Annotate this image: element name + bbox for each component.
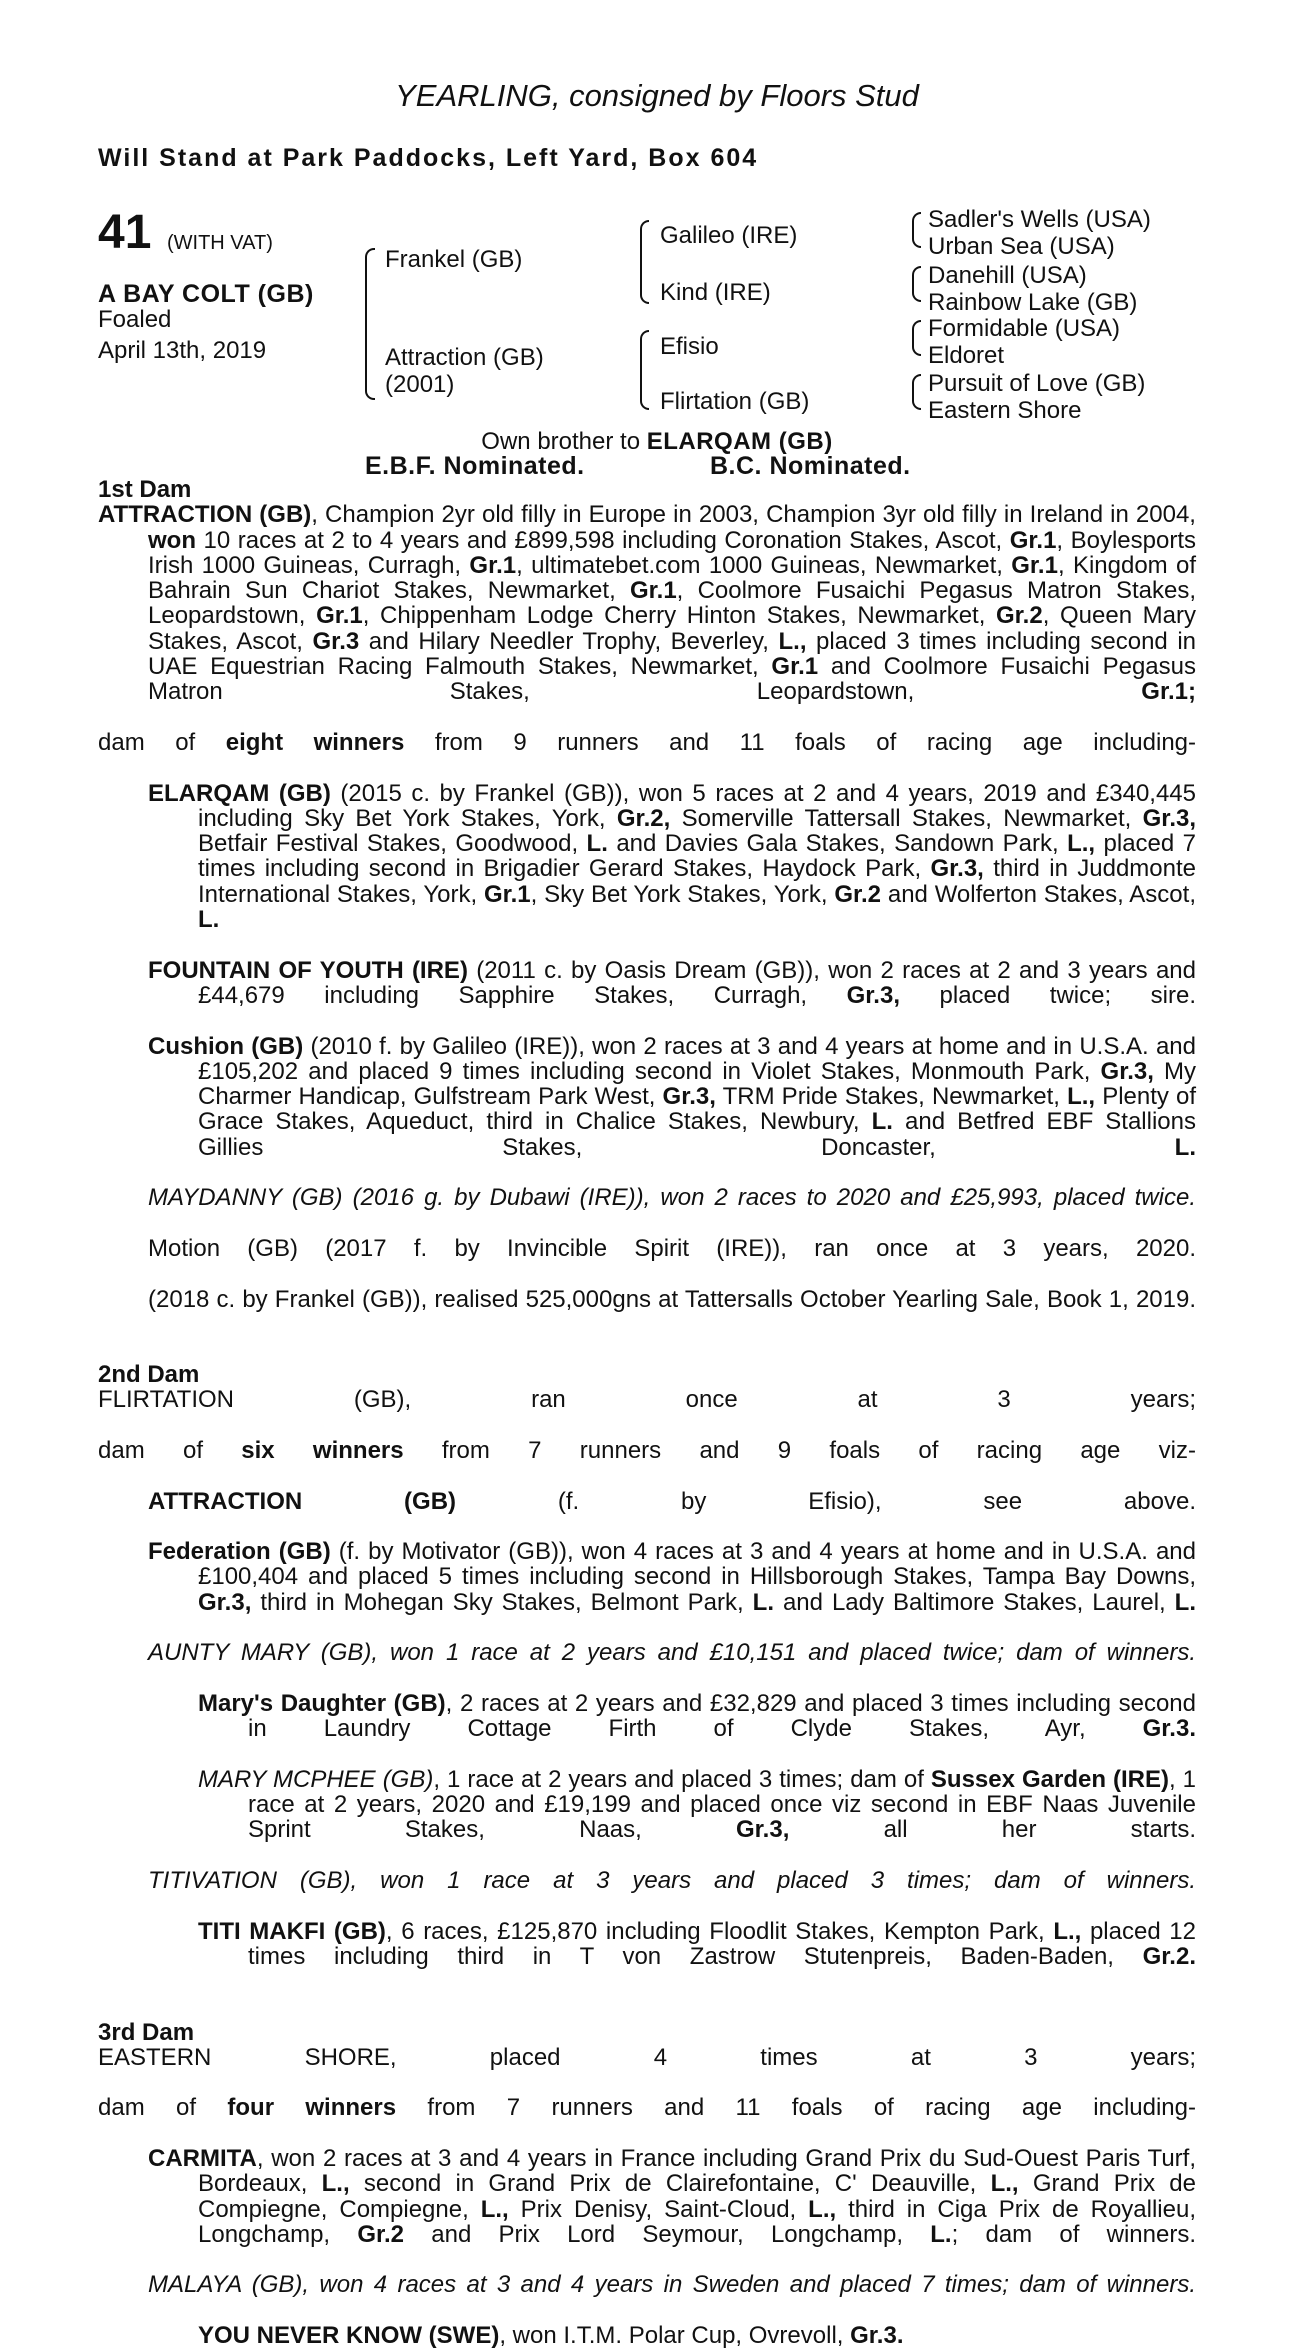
progeny-2018-colt: (2018 c. by Frankel (GB)), realised 525,000gns at Tattersalls October Yearling Sale, Book 1, 2019.: [148, 1285, 1196, 1313]
vat-note: (WITH VAT): [167, 232, 273, 254]
progeny-attraction: ATTRACTION (GB) (f. by Efisio), see above.: [148, 1487, 1196, 1515]
foaled-label: Foaled: [98, 306, 172, 333]
second-dam-record: FLIRTATION (GB), ran once at 3 years;: [98, 1386, 1196, 1414]
sire-sire: Galileo (IRE): [660, 222, 798, 249]
progeny-federation: Federation (GB) (f. by Motivator (GB)), won 4 races at 3 and 4 years at home and in U.S.A. and £100,404 and placed 5 times including second in Hillsborough Stakes, Tampa Bay Downs, Gr.3, third in Mohegan Sky Stakes, Belmont Park, L. and Lady Baltimore Stakes, Laurel, L.: [148, 1538, 1196, 1616]
ggp-1: Sadler's Wells (USA): [928, 206, 1151, 233]
catalogue-body: [98, 477, 1196, 2348]
first-dam-record: ATTRACTION (GB), Champion 2yr old filly in Europe in 2003, Champion 3yr old filly in Ireland in 2004, won 10 races at 2 to 4 years and £899,598 including Coronation Stakes, Ascot, Gr.1, Boylesports Irish 1000 Guineas, Curragh, Gr.1, ultimatebet.com 1000 Guineas, Newmarket, Gr.1, Kingdom of Bahrain Sun Chariot Stakes, Newmarket, Gr.1, Coolmore Fusaichi Pegasus Matron Stakes, Leopardstown, Gr.1, Chippenham Lodge Cherry Hinton Stakes, Newmarket, Gr.2, Queen Mary Stakes, Ascot, Gr.3 and Hilary Needler Trophy, Beverley, L., placed 3 times including second in UAE Equestrian Racing Falmouth Stakes, Newmarket, Gr.1 and Coolmore Fusaichi Pegasus Matron Stakes, Leopardstown, Gr.1;: [98, 501, 1197, 706]
ggp-3: Danehill (USA): [928, 262, 1087, 289]
second-dam-heading: 2nd Dam: [98, 1361, 200, 1389]
progeny-maydanny: MAYDANNY (GB) (2016 g. by Dubawi (IRE)), won 2 races to 2020 and £25,993, placed twice.: [148, 1184, 1196, 1212]
progeny-malaya: MALAYA (GB), won 4 races at 3 and 4 years in Sweden and placed 7 times; dam of winners.: [148, 2271, 1196, 2299]
foaled-info: [98, 304, 266, 366]
first-dam-produce-summary: dam of eight winners from 9 runners and 11 foals of racing age including-: [98, 728, 1197, 756]
grandprogeny-mary-mcphee: MARY MCPHEE (GB), 1 race at 2 years and placed 3 times; dam of Sussex Garden (IRE), 1 race at 2 years, 2020 and £19,199 and placed once viz second in EBF Naas Juvenile Sprint Stakes, Naas, Gr.3, all her starts.: [198, 1765, 1196, 1844]
dam-year: (2001): [385, 371, 455, 398]
ggp-6: Eldoret: [928, 342, 1005, 369]
progeny-fountain-of-youth: FOUNTAIN OF YOUTH (IRE) (2011 c. by Oasis Dream (GB)), won 2 races at 2 and 3 years and £44,679 including Sapphire Stakes, Curragh, Gr.3, placed twice; sire.: [148, 956, 1196, 1009]
first-dam-heading: 1st Dam: [98, 476, 192, 503]
ggp-5: Formidable (USA): [928, 315, 1121, 342]
brother-name: ELARQAM (GB): [646, 428, 833, 455]
third-dam-record: EASTERN SHORE, placed 4 times at 3 years;: [98, 2043, 1196, 2071]
lot-number: 41: [98, 206, 152, 259]
third-dam-produce-summary: dam of four winners from 7 runners and 11 foals of racing age including-: [98, 2094, 1196, 2122]
dam-dam: Flirtation (GB): [660, 388, 810, 415]
progeny-carmita: CARMITA, won 2 races at 3 and 4 years in France including Grand Prix du Sud-Ouest Paris Turf, Bordeaux, L., second in Grand Prix de Clairefontaine, C' Deauville, L., Grand Prix de Compiegne, Compiegne, L., Prix Denisy, Saint-Cloud, L., third in Ciga Prix de Royallieu, Longchamp, Gr.2 and Prix Lord Seymour, Longchamp, L.; dam of winners.: [148, 2145, 1197, 2248]
progeny-titivation: TITIVATION (GB), won 1 race at 3 years and placed 3 times; dam of winners.: [148, 1867, 1196, 1895]
grandprogeny-titi-makfi: TITI MAKFI (GB), 6 races, £125,870 including Floodlit Stakes, Kempton Park, L., placed 12 times including third in T von Zastrow Stutenpreis, Baden-Baden, Gr.2.: [198, 1917, 1197, 1970]
sire-dam: Kind (IRE): [660, 279, 771, 306]
ggp-8: Eastern Shore: [928, 397, 1082, 424]
bc-nominated: B.C. Nominated.: [710, 452, 911, 480]
progeny-cushion: Cushion (GB) (2010 f. by Galileo (IRE)), won 2 races at 3 and 4 years at home and in U.S.A. and £105,202 and placed 9 times including second in Violet Stakes, Monmouth Park, Gr.3, My Charmer Handicap, Gulfstream Park West, Gr.3, TRM Pride Stakes, Newmarket, L., Plenty of Grace Stakes, Aqueduct, third in Chalice Stakes, Newbury, L. and Betfred EBF Stallions Gillies Stakes, Doncaster, L.: [148, 1032, 1197, 1161]
second-dam-produce-summary: dam of six winners from 7 runners and 9 foals of racing age viz-: [98, 1436, 1196, 1464]
sale-header: YEARLING, consigned by Floors Stud: [395, 78, 919, 113]
stand-location: Will Stand at Park Paddocks, Left Yard, Box 604: [98, 144, 759, 172]
progeny-motion: Motion (GB) (2017 f. by Invincible Spirit (IRE)), ran once at 3 years, 2020.: [148, 1234, 1196, 1262]
sire: Frankel (GB): [385, 246, 523, 273]
progeny-elarqam: ELARQAM (GB) (2015 c. by Frankel (GB)), won 5 races at 2 and 4 years, 2019 and £340,445 including Sky Bet York Stakes, York, Gr.2, Somerville Tattersall Stakes, Newmarket, Gr.3, Betfair Festival Stakes, Goodwood, L. and Davies Gala Stakes, Sandown Park, L., placed 7 times including second in Brigadier Gerard Stakes, Haydock Park, Gr.3, third in Juddmonte International Stakes, York, Gr.1, Sky Bet York Stakes, York, Gr.2 and Wolferton Stakes, Ascot, L.: [148, 779, 1197, 934]
ggp-7: Pursuit of Love (GB): [928, 370, 1146, 397]
third-dam-heading: 3rd Dam: [98, 2018, 195, 2046]
foaled-date: April 13th, 2019: [98, 337, 267, 364]
brother-note: Own brother to ELARQAM (GB): [481, 428, 833, 455]
lot-description: A BAY COLT (GB): [98, 280, 314, 308]
dam: Attraction (GB): [385, 344, 544, 371]
ggp-2: Urban Sea (USA): [928, 233, 1115, 260]
ebf-nominated: E.B.F. Nominated.: [365, 452, 585, 480]
dam-sire: Efisio: [660, 333, 719, 360]
progeny-aunty-mary: AUNTY MARY (GB), won 1 race at 2 years and £10,151 and placed twice; dam of winners.: [148, 1639, 1196, 1667]
ggp-4: Rainbow Lake (GB): [928, 289, 1138, 316]
grandprogeny-marys-daughter: Mary's Daughter (GB), 2 races at 2 years and £32,829 and placed 3 times including second in Laundry Cottage Firth of Clyde Stakes, Ayr, Gr.3.: [198, 1689, 1196, 1743]
grandprogeny-you-never-know: YOU NEVER KNOW (SWE), won I.T.M. Polar Cup, Ovrevoll, Gr.3.: [198, 2322, 904, 2349]
